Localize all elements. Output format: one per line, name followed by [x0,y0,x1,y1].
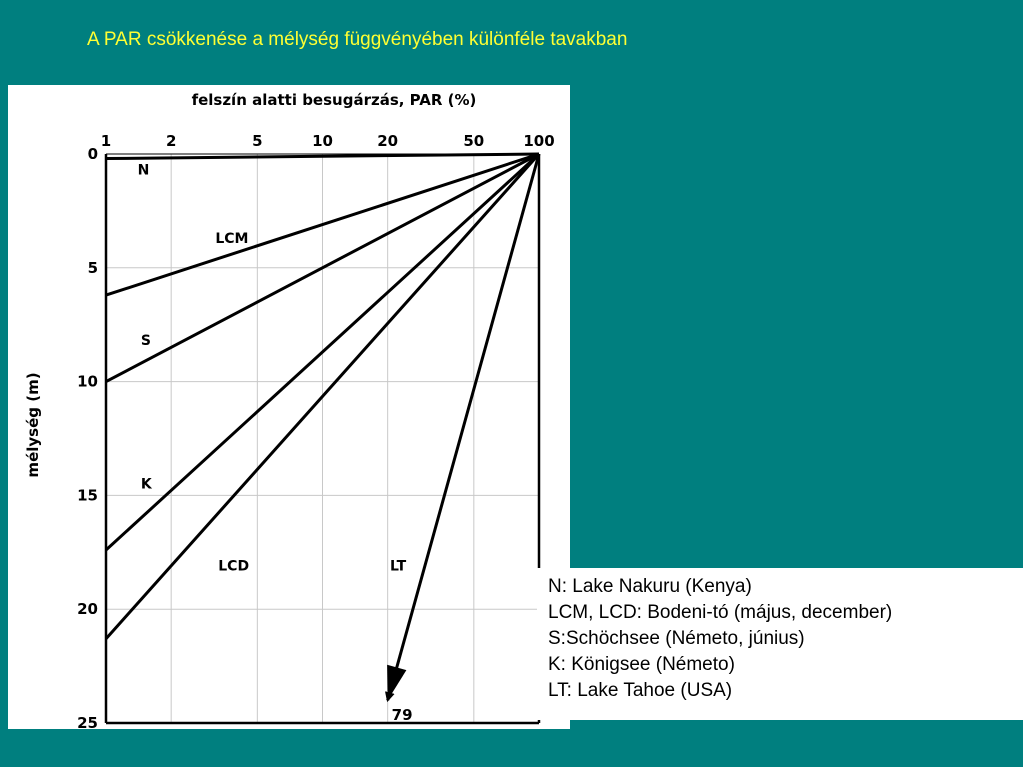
series-label-n: N [137,162,150,179]
series-arrowhead-lt [387,665,406,700]
y-tick-label-3: 15 [77,486,98,505]
series-label-lt: LT [389,558,407,575]
x-tick-label-2: 5 [252,132,263,150]
x-tick-label-6: 100 [523,132,555,150]
legend-item-konigsee: K: Königsee (Németo) [548,654,735,675]
legend-item-nakuru: N: Lake Nakuru (Kenya) [548,576,752,597]
x-tick-label-1: 2 [165,132,177,150]
x-tick-label-5: 50 [463,132,485,150]
series-label-lcm: LCM [215,230,249,247]
par-depth-chart [8,85,570,729]
series-label-s: S [140,333,152,350]
series-label-k: K [140,476,152,493]
x-tick-label-3: 10 [312,132,333,150]
y-tick-label-4: 20 [77,600,98,619]
legend-item-tahoe: LT: Lake Tahoe (USA) [548,680,733,701]
slide-title: A PAR csökkenése a mélység függvényében különféle tavakban [87,29,628,50]
x-tick-label-4: 20 [377,132,399,150]
legend-item-bodensee: LCM, LCD: Bodeni-tó (május, december) [548,602,893,623]
series-end-label-lt: 79 [391,706,413,725]
y-tick-label-2: 10 [77,372,98,391]
series-label-lcd: LCD [218,558,250,575]
y-tick-label-5: 25 [77,714,98,729]
series-line-lt [388,154,539,700]
x-axis-title: felszín alatti besugárzás, PAR (%) [191,91,477,109]
legend-item-schochsee: S:Schöchsee (Németo, június) [548,628,805,649]
x-tick-label-0: 1 [100,132,112,150]
chart-panel [8,85,570,729]
y-tick-label-1: 5 [87,258,98,277]
y-tick-label-0: 0 [87,145,98,163]
y-axis-label: mélység (m) [24,372,42,478]
legend-box [537,568,1023,720]
